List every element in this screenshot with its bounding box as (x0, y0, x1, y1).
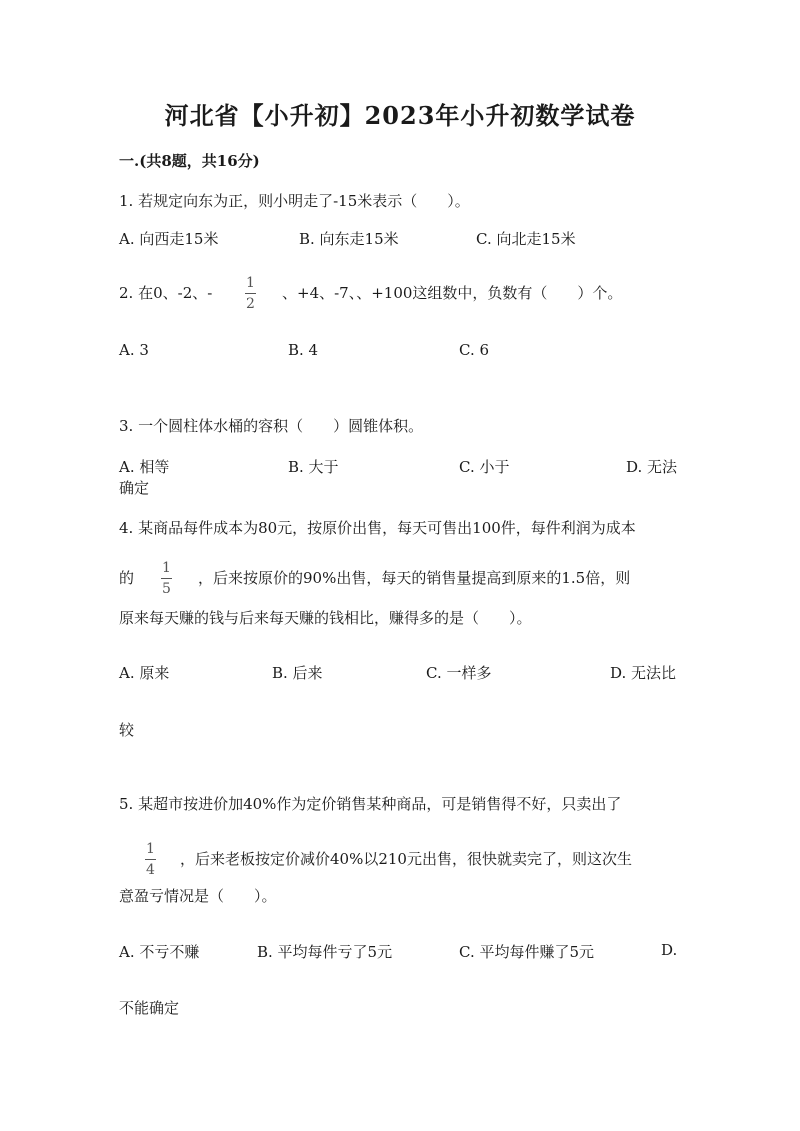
fraction-numerator: 1 (162, 560, 171, 576)
question-5-line-1: 5. 某超市按进价加40%作为定价销售某种商品，可是销售得不好，只卖出了 (119, 795, 622, 813)
question-3-stem: 3. 一个圆柱体水桶的容积（ ）圆锥体积。 (119, 417, 424, 435)
question-5-option-d-wrap: 不能确定 (119, 999, 180, 1017)
question-1-option-c: C. 向北走15米 (476, 230, 576, 248)
question-5-option-c: C. 平均每件赚了5元 (459, 943, 595, 961)
question-4-option-d: D. 无法比 (610, 664, 677, 682)
question-2-fraction (244, 276, 257, 311)
question-2-option-a: A. 3 (119, 341, 149, 359)
question-5-line-2: ，后来老板按定价减价40%以210元出售，很快就卖完了，则这次生 (180, 850, 632, 868)
question-3-option-d: D. 无法 (626, 458, 678, 476)
question-3-option-d-wrap: 确定 (119, 479, 150, 497)
page-title: 河北省【小升初】2023年小升初数学试卷 (164, 101, 636, 130)
fraction-numerator: 1 (246, 275, 255, 291)
question-4-line-2-end: ，后来按原价的90%出售，每天的销售量提高到原来的1.5倍，则 (198, 569, 631, 587)
question-4-line-2-start: 的 (119, 569, 135, 587)
question-2-option-c: C. 6 (459, 341, 490, 359)
fraction-numerator: 1 (146, 841, 155, 857)
question-4-option-d-wrap: 较 (119, 721, 135, 739)
question-5-option-b: B. 平均每件亏了5元 (257, 943, 393, 961)
question-4-option-a: A. 原来 (119, 664, 170, 682)
question-2-stem-start: 2. 在0、-2、- (119, 284, 213, 302)
question-2-stem-end: 、+4、-7、、+100这组数中，负数有（ ）个。 (282, 284, 623, 302)
question-3-option-b: B. 大于 (288, 458, 339, 476)
question-1-option-a: A. 向西走15米 (119, 230, 219, 248)
question-4-fraction (160, 561, 173, 596)
question-3-option-a: A. 相等 (119, 458, 170, 476)
question-4-line-3: 原来每天赚的钱与后来每天赚的钱相比，赚得多的是（ ）。 (119, 609, 532, 627)
question-5-option-d: D. (661, 941, 678, 959)
fraction-denominator: 4 (146, 862, 155, 878)
question-5-option-a: A. 不亏不赚 (119, 943, 200, 961)
question-4-option-c: C. 一样多 (426, 664, 492, 682)
fraction-denominator: 2 (246, 296, 255, 312)
question-2-option-b: B. 4 (288, 341, 319, 359)
section-header: 一.(共8题，共16分) (119, 152, 260, 170)
question-1-stem: 1. 若规定向东为正，则小明走了-15米表示（ ）。 (119, 192, 470, 210)
question-5-fraction (144, 842, 157, 877)
fraction-denominator: 5 (162, 581, 171, 597)
question-3-option-c: C. 小于 (459, 458, 510, 476)
question-4-option-b: B. 后来 (272, 664, 323, 682)
question-5-line-3: 意盈亏情况是（ ）。 (119, 887, 277, 905)
question-4-line-1: 4. 某商品每件成本为80元，按原价出售，每天可售出100件，每件利润为成本 (119, 519, 636, 537)
question-1-option-b: B. 向东走15米 (299, 230, 399, 248)
